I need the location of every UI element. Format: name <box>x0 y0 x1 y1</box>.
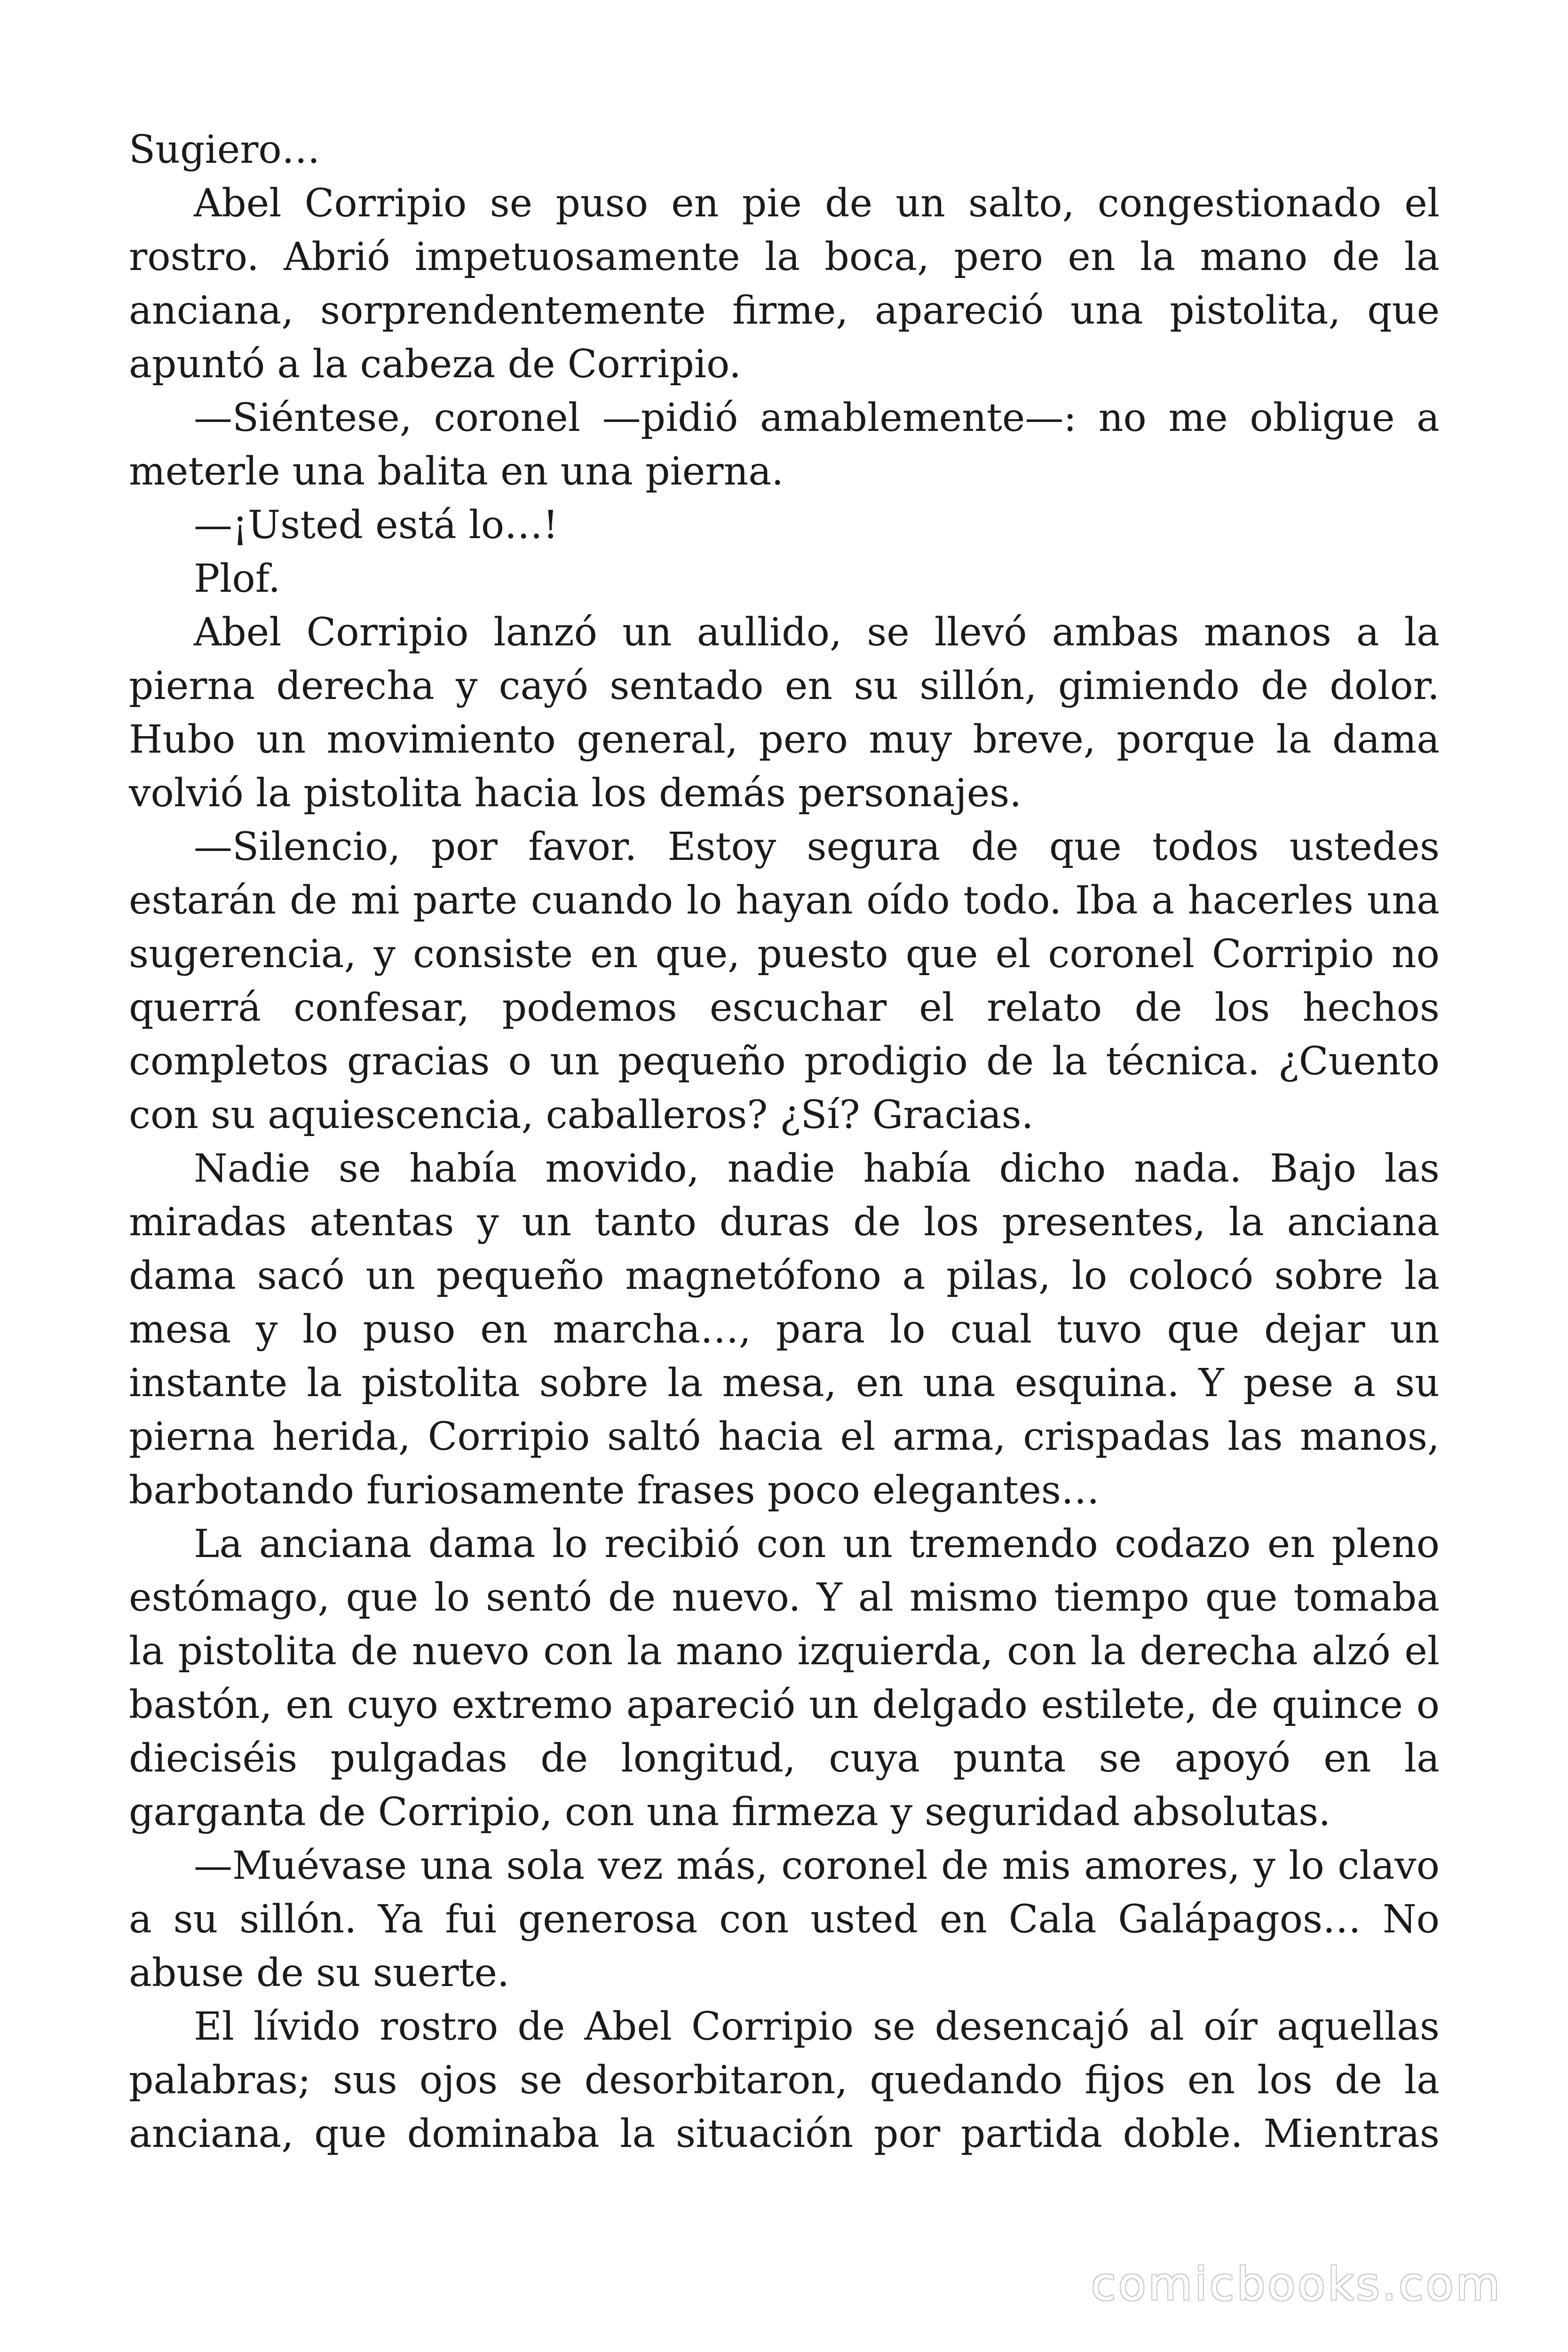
paragraph: El lívido rostro de Abel Corripio se desencajó al oír aquellas palabras; sus ojos se desorbitaron, quedando fijos en los de la anciana, que dominaba la situación por partida doble. Mientras <box>129 2004 1440 2156</box>
paragraph: La anciana dama lo recibió con un tremendo codazo en pleno estómago, que lo sentó de nuevo. Y al mismo tiempo que tomaba la pistolita de nuevo con la mano izquierda, con la derecha alzó el bastón, en cuyo extremo apareció un delgado estilete, de quince o dieciséis pulgadas de longitud, cuya punta se apoyó en la garganta de Corripio, con una firmeza y seguridad absolutas. <box>129 1522 1440 1835</box>
paragraph: Sugiero… <box>129 127 320 172</box>
watermark-logo: comicbooks.com <box>1091 2258 1502 2311</box>
paragraph: —Silencio, por favor. Estoy segura de que todos ustedes estarán de mi parte cuando lo hayan oído todo. Iba a hacerles una sugerencia, y consiste en que, puesto que el coronel Corripio no querrá confesar, podemos escuchar el relato de los hechos completos gracias o un pequeño prodigio de la técnica. ¿Cuento con su aquiescencia, caballeros? ¿Sí? Gracias. <box>129 825 1440 1137</box>
paragraph: Nadie se había movido, nadie había dicho nada. Bajo las miradas atentas y un tanto duras de los presentes, la anciana dama sacó un pequeño magnetófono a pilas, lo colocó sobre la mesa y lo puso en marcha…, para lo cual tuvo que dejar un instante la pistolita sobre la mesa, en una esquina. Y pese a su pierna herida, Corripio saltó hacia el arma, crispadas las manos, barbotando furiosamente frases poco elegantes… <box>129 1146 1440 1513</box>
paragraph: —Muévase una sola vez más, coronel de mis amores, y lo clavo a su sillón. Ya fui generosa con usted en Cala Galápagos… No abuse de su suerte. <box>129 1843 1440 1995</box>
paragraph: —¡Usted está lo…! <box>194 503 559 548</box>
paragraph: —Siéntese, coronel —pidió amablemente—: no me obligue a meterle una balita en una pierna. <box>129 396 1440 494</box>
paragraph: Plof. <box>194 556 281 601</box>
paragraph: Abel Corripio se puso en pie de un salto, congestionado el rostro. Abrió impetuosamente la boca, pero en la mano de la anciana, sorprendentemente firme, apareció una pistolita, que apuntó a la cabeza de Corripio. <box>129 181 1440 387</box>
body-text <box>129 123 1440 2161</box>
paragraph: Abel Corripio lanzó un aullido, se llevó ambas manos a la pierna derecha y cayó sentado en su sillón, gimiendo de dolor. Hubo un movimiento general, pero muy breve, porque la dama volvió la pistolita hacia los demás personajes. <box>129 610 1440 816</box>
